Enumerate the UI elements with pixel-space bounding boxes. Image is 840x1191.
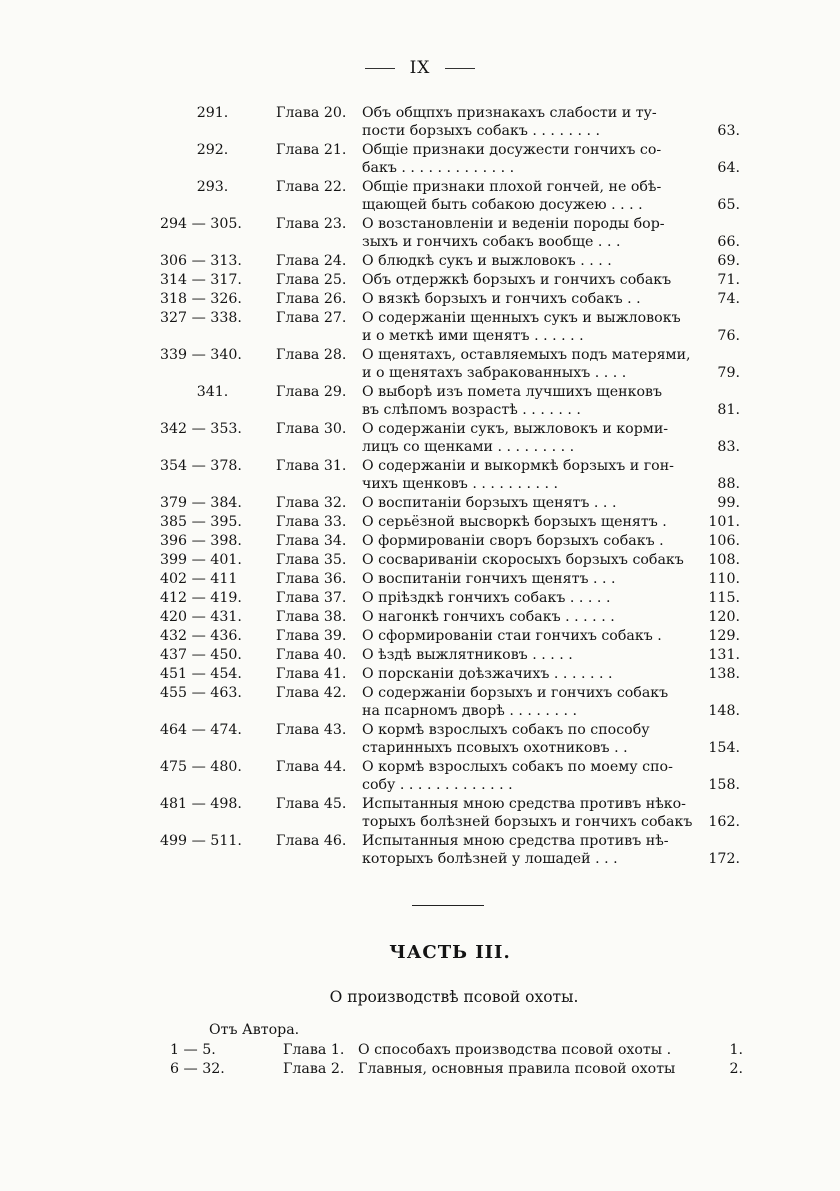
chapter-title-line: О способахъ производства псовой охоты . <box>358 1042 672 1058</box>
paragraph-range: 412 — 419. <box>160 590 242 606</box>
chapter-title-line: Общіе признаки плохой гончей, не обѣ- <box>362 179 662 195</box>
chapter-label: Глава 31. <box>276 458 347 474</box>
chapter-title-line: на псарномъ дворѣ . . . . . . . . <box>362 703 577 719</box>
chapter-title-line: лицъ со щенками . . . . . . . . . <box>362 439 575 455</box>
chapter-title-line: чихъ щенковъ . . . . . . . . . . <box>362 476 559 492</box>
chapter-title-line: О сосвариваніи скоросыхъ борзыхъ собакъ <box>362 552 684 568</box>
toc-row <box>0 159 840 178</box>
page-number: IX <box>409 58 431 78</box>
page-ref: 120. <box>708 609 740 625</box>
paragraph-range: 379 — 384. <box>160 495 242 511</box>
toc-row <box>0 196 840 215</box>
chapter-title-line: О кормѣ взрослыхъ собакъ по способу <box>362 722 650 738</box>
page-ref: 66. <box>717 234 740 250</box>
chapter-title-line: О формированіи своръ борзыхъ собакъ . <box>362 533 664 549</box>
chapter-title-line: О воспитаніи гончихъ щенятъ . . . <box>362 571 616 587</box>
paragraph-range: 314 — 317. <box>160 272 242 288</box>
toc-row <box>0 327 840 346</box>
paragraph-range: 396 — 398. <box>160 533 242 549</box>
toc-row <box>0 532 840 551</box>
chapter-title-line: О щенятахъ, оставляемыхъ подъ матерями, <box>362 347 691 363</box>
toc-row <box>0 551 840 570</box>
toc-row <box>0 608 840 627</box>
chapter-title-line: О воспитаніи борзыхъ щенятъ . . . <box>362 495 617 511</box>
chapter-label: Глава 29. <box>276 384 347 400</box>
page-ref: 81. <box>717 402 740 418</box>
chapter-title-line: О серьёзной высворкѣ борзыхъ щенятъ . <box>362 514 667 530</box>
page-ref: 88. <box>717 476 740 492</box>
toc-row <box>0 646 840 665</box>
page-ref: 154. <box>708 740 740 756</box>
page-ref: 2. <box>729 1061 743 1077</box>
chapter-label: Глава 1. <box>283 1042 345 1058</box>
toc-row <box>0 494 840 513</box>
paragraph-range: 451 — 454. <box>160 666 242 682</box>
chapter-label: Глава 25. <box>276 272 347 288</box>
page-ref: 63. <box>717 123 740 139</box>
paragraph-range: 327 — 338. <box>160 310 242 326</box>
paragraph-range: 294 — 305. <box>160 216 242 232</box>
paragraph-range: 475 — 480. <box>160 759 242 775</box>
chapter-label: Глава 2. <box>283 1061 345 1077</box>
header-dash-right <box>445 68 475 69</box>
chapter-title-line: О содержаніи борзыхъ и гончихъ собакъ <box>362 685 669 701</box>
page-ref: 106. <box>708 533 740 549</box>
toc-row <box>0 776 840 795</box>
toc-row <box>0 721 840 740</box>
page-ref: 99. <box>717 495 740 511</box>
chapter-title-line: Объ общпхъ признакахъ слабости и ту- <box>362 105 657 121</box>
chapter-label: Глава 24. <box>276 253 347 269</box>
toc-row <box>0 570 840 589</box>
chapter-title-line: щающей быть собакою досужею . . . . <box>362 197 643 213</box>
chapter-title-line: О ѣздѣ выжлятниковъ . . . . . <box>362 647 573 663</box>
paragraph-range: 292. <box>196 142 229 158</box>
chapter-label: Глава 27. <box>276 310 347 326</box>
page-ref: 65. <box>717 197 740 213</box>
toc-row <box>0 702 840 721</box>
toc-row <box>0 589 840 608</box>
paragraph-range: 293. <box>196 179 229 195</box>
paragraph-range: 341. <box>196 384 229 400</box>
page-ref: 76. <box>717 328 740 344</box>
chapter-label: Глава 32. <box>276 495 347 511</box>
chapter-label: Глава 41. <box>276 666 347 682</box>
page-ref: 110. <box>708 571 740 587</box>
page-ref: 1. <box>729 1042 743 1058</box>
page-ref: 79. <box>717 365 740 381</box>
author-note: Отъ Автора. <box>209 1022 300 1038</box>
chapter-title-line: бакъ . . . . . . . . . . . . . <box>362 160 515 176</box>
paragraph-range: 455 — 463. <box>160 685 242 701</box>
page-ref: 64. <box>717 160 740 176</box>
toc-row <box>0 178 840 197</box>
chapter-title-line: О возстановленіи и веденіи породы бор- <box>362 216 665 232</box>
page-ref: 158. <box>708 777 740 793</box>
toc-row <box>0 215 840 234</box>
paragraph-range: 464 — 474. <box>160 722 242 738</box>
chapter-title-line: пости борзыхъ собакъ . . . . . . . . <box>362 123 601 139</box>
toc-row <box>0 122 840 141</box>
toc-row <box>0 457 840 476</box>
chapter-label: Глава 37. <box>276 590 347 606</box>
toc-row <box>0 627 840 646</box>
page-ref: 131. <box>708 647 740 663</box>
chapter-label: Глава 22. <box>276 179 347 195</box>
chapter-title-line: О вязкѣ борзыхъ и гончихъ собакъ . . <box>362 291 641 307</box>
paragraph-range: 437 — 450. <box>160 647 242 663</box>
header-dash-left <box>365 68 395 69</box>
page-ref: 101. <box>708 514 740 530</box>
page-ref: 71. <box>717 272 740 288</box>
chapter-label: Глава 33. <box>276 514 347 530</box>
page-ref: 115. <box>708 590 740 606</box>
chapter-title-line: Главныя, основныя правила псовой охоты <box>358 1061 676 1077</box>
part-heading: ЧАСТЬ III. <box>389 942 511 963</box>
chapter-label: Глава 46. <box>276 833 347 849</box>
chapter-label: Глава 21. <box>276 142 347 158</box>
chapter-label: Глава 20. <box>276 105 347 121</box>
chapter-title-line: О сформированіи стаи гончихъ собакъ . <box>362 628 662 644</box>
toc-row <box>0 832 840 851</box>
chapter-label: Глава 36. <box>276 571 347 587</box>
paragraph-range: 402 — 411 <box>160 571 238 587</box>
chapter-title-line: Объ отдержкѣ борзыхъ и гончихъ собакъ <box>362 272 672 288</box>
toc-row <box>0 309 840 328</box>
toc-row <box>0 1041 840 1060</box>
toc-row <box>0 758 840 777</box>
chapter-title-line: въ слѣпомъ возрастѣ . . . . . . . <box>362 402 581 418</box>
chapter-title-line: О кормѣ взрослыхъ собакъ по моему спо- <box>362 759 673 775</box>
chapter-title-line: О нагонкѣ гончихъ собакъ . . . . . . <box>362 609 615 625</box>
chapter-title-line: и о меткѣ ими щенятъ . . . . . . <box>362 328 584 344</box>
page-ref: 162. <box>708 814 740 830</box>
paragraph-range: 306 — 313. <box>160 253 242 269</box>
chapter-title-line: собу . . . . . . . . . . . . . <box>362 777 513 793</box>
toc-row <box>0 252 840 271</box>
page-ref: 69. <box>717 253 740 269</box>
toc-row <box>0 795 840 814</box>
page-header <box>0 58 840 78</box>
toc-row <box>0 233 840 252</box>
chapter-title-line: которыхъ болѣзней у лошадей . . . <box>362 851 618 867</box>
toc-row <box>0 104 840 123</box>
page-ref: 172. <box>708 851 740 867</box>
chapter-label: Глава 35. <box>276 552 347 568</box>
toc-row <box>0 346 840 365</box>
toc-row <box>0 401 840 420</box>
toc-row <box>0 1060 840 1079</box>
page-ref: 74. <box>717 291 740 307</box>
chapter-label: Глава 43. <box>276 722 347 738</box>
toc-row <box>0 684 840 703</box>
toc-row <box>0 364 840 383</box>
paragraph-range: 1 — 5. <box>170 1042 216 1058</box>
chapter-label: Глава 34. <box>276 533 347 549</box>
page-ref: 129. <box>708 628 740 644</box>
paragraph-range: 354 — 378. <box>160 458 242 474</box>
toc-row <box>0 383 840 402</box>
table-of-contents <box>0 104 840 869</box>
part-subtitle: О производствѣ псовой охоты. <box>329 988 579 1006</box>
page-ref: 138. <box>708 666 740 682</box>
paragraph-range: 318 — 326. <box>160 291 242 307</box>
paragraph-range: 342 — 353. <box>160 421 242 437</box>
toc-row <box>0 813 840 832</box>
toc-row <box>0 141 840 160</box>
toc-row <box>0 739 840 758</box>
paragraph-range: 6 — 32. <box>170 1061 225 1077</box>
chapter-title-line: О выборѣ изъ помета лучшихъ щенковъ <box>362 384 663 400</box>
paragraph-range: 339 — 340. <box>160 347 242 363</box>
toc-row <box>0 438 840 457</box>
part3-table-of-contents <box>0 1041 840 1079</box>
toc-row <box>0 850 840 869</box>
chapter-title-line: Испытанныя мною средства противъ нѣ- <box>362 833 669 849</box>
chapter-title-line: старинныхъ псовыхъ охотниковъ . . <box>362 740 628 756</box>
toc-row <box>0 513 840 532</box>
chapter-label: Глава 38. <box>276 609 347 625</box>
chapter-label: Глава 30. <box>276 421 347 437</box>
toc-row <box>0 271 840 290</box>
chapter-title-line: О блюдкѣ сукъ и выжловокъ . . . . <box>362 253 612 269</box>
paragraph-range: 385 — 395. <box>160 514 242 530</box>
paragraph-range: 399 — 401. <box>160 552 242 568</box>
chapter-title-line: О пріѣздкѣ гончихъ собакъ . . . . . <box>362 590 611 606</box>
chapter-label: Глава 23. <box>276 216 347 232</box>
paragraph-range: 420 — 431. <box>160 609 242 625</box>
chapter-label: Глава 40. <box>276 647 347 663</box>
paragraph-range: 499 — 511. <box>160 833 242 849</box>
toc-row <box>0 420 840 439</box>
chapter-label: Глава 26. <box>276 291 347 307</box>
chapter-title-line: зыхъ и гончихъ собакъ вообще . . . <box>362 234 621 250</box>
chapter-title-line: О содержаніи и выкормкѣ борзыхъ и гон- <box>362 458 674 474</box>
toc-row <box>0 665 840 684</box>
chapter-title-line: О порсканіи доѣзжачихъ . . . . . . . <box>362 666 613 682</box>
toc-row <box>0 475 840 494</box>
page-ref: 83. <box>717 439 740 455</box>
page-ref: 148. <box>708 703 740 719</box>
page-ref: 108. <box>708 552 740 568</box>
section-divider <box>412 905 484 906</box>
paragraph-range: 291. <box>196 105 229 121</box>
toc-row <box>0 290 840 309</box>
paragraph-range: 481 — 498. <box>160 796 242 812</box>
chapter-label: Глава 44. <box>276 759 347 775</box>
chapter-label: Глава 28. <box>276 347 347 363</box>
chapter-label: Глава 45. <box>276 796 347 812</box>
chapter-title-line: О содержаніи сукъ, выжловокъ и корми- <box>362 421 669 437</box>
chapter-title-line: Испытанныя мною средства противъ нѣко- <box>362 796 686 812</box>
chapter-title-line: торыхъ болѣзней борзыхъ и гончихъ собакъ <box>362 814 693 830</box>
paragraph-range: 432 — 436. <box>160 628 242 644</box>
chapter-label: Глава 39. <box>276 628 347 644</box>
chapter-label: Глава 42. <box>276 685 347 701</box>
chapter-title-line: Общіе признаки досужести гончихъ со- <box>362 142 662 158</box>
chapter-title-line: и о щенятахъ забракованныхъ . . . . <box>362 365 627 381</box>
chapter-title-line: О содержаніи щенныхъ сукъ и выжловокъ <box>362 310 681 326</box>
